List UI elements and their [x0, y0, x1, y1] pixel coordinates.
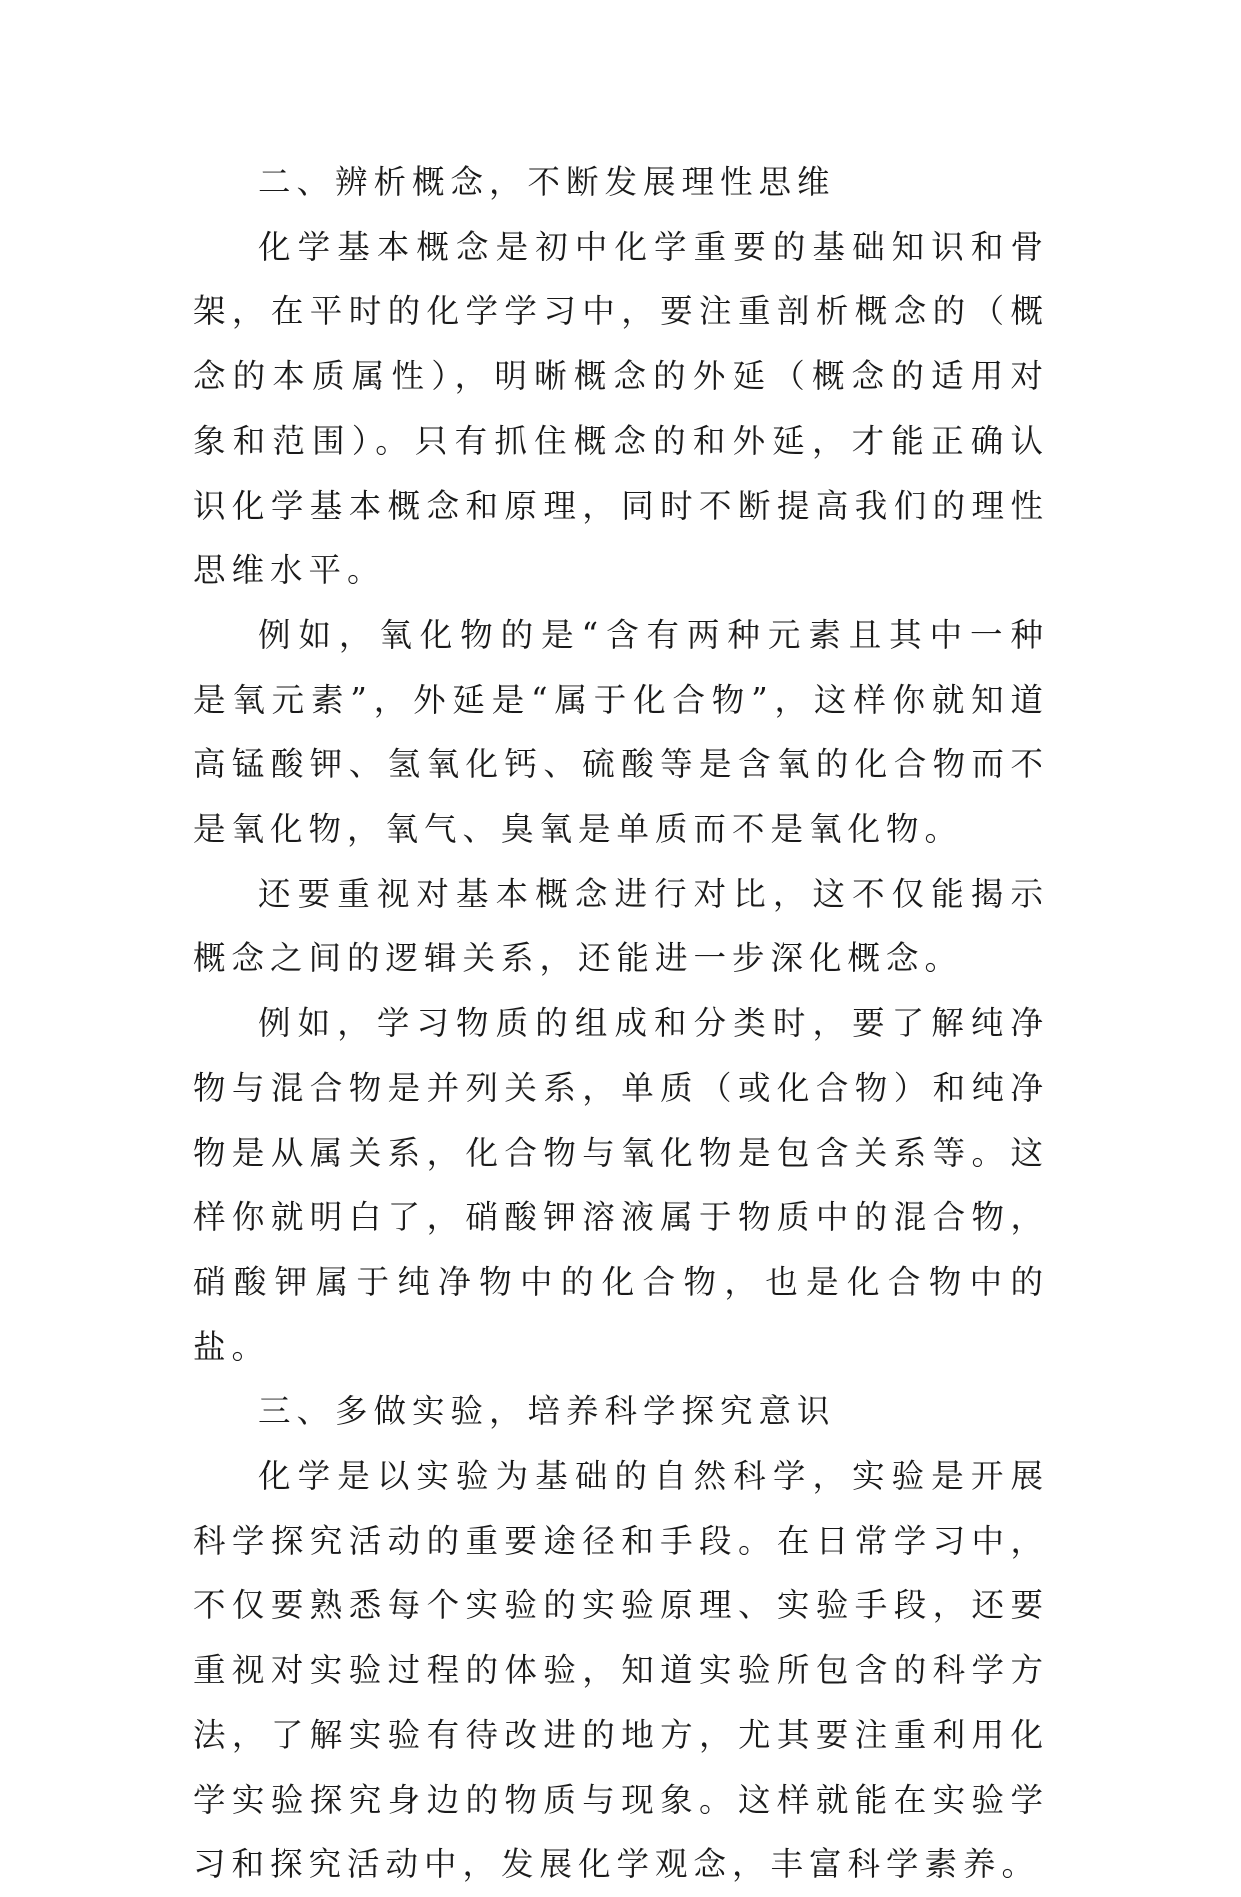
paragraph-experiments: 化学是以实验为基础的自然科学，实验是开展科学探究活动的重要途径和手段。在日常学习中，不仅要熟悉每个实验的实验原理、实验手段，还要重视对实验过程的体验，知道实验所包含的科学方法，了解实验有待改进的地方，尤其要注重利用化学实验探究身边的物质与现象。这样就能在实验学习和探究活动中，发展化学观念，丰富科学素养。 [193, 1457, 1049, 1884]
paragraph-concept-analysis: 化学基本概念是初中化学重要的基础知识和骨架，在平时的化学学习中，要注重剖析概念的（概念的本质属性），明晰概念的外延（概念的适用对象和范围）。只有抓住概念的和外延，才能正确认识化学基本概念和原理，同时不断提高我们的理性思维水平。 [193, 227, 1049, 590]
paragraph-oxide-example: 例如，氧化物的是“含有两种元素且其中一种是氧元素”，外延是“属于化合物”，这样你就知道高锰酸钾、氢氧化钙、硫酸等是含氧的化合物而不是氧化物，氧气、臭氧是单质而不是氧化物。 [193, 615, 1049, 849]
section-heading-experiments: 三、多做实验，培养科学探究意识 [258, 1392, 836, 1431]
paragraph-concept-comparison: 还要重视对基本概念进行对比，这不仅能揭示概念之间的逻辑关系，还能进一步深化概念。 [193, 874, 1049, 978]
document-body [193, 150, 1049, 1897]
section-heading-concepts: 二、辨析概念，不断发展理性思维 [258, 163, 836, 201]
paragraph-classification-example: 例如，学习物质的组成和分类时，要了解纯净物与混合物是并列关系，单质（或化合物）和纯净物是从属关系，化合物与氧化物是包含关系等。这样你就明白了，硝酸钾溶液属于物质中的混合物，硝酸钾属于纯净物中的化合物，也是化合物中的盐。 [193, 1004, 1049, 1366]
